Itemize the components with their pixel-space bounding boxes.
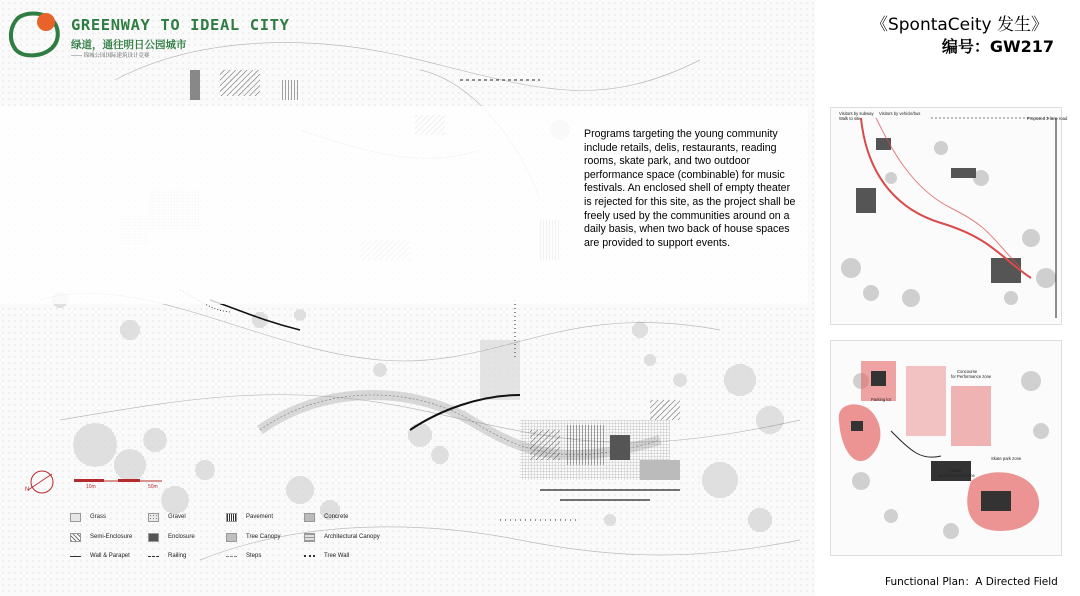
circulation-plan-thumbnail: [830, 107, 1068, 325]
legend-label: Gravel: [168, 514, 186, 520]
pavement-swatch: [226, 513, 237, 522]
scale-label-50m: 50m: [148, 484, 158, 490]
legend-label: Enclosure: [168, 534, 195, 540]
legend-label: Wall & Parapet: [90, 553, 130, 559]
north-label: N: [25, 487, 30, 493]
label-concourse: Concourse: [957, 369, 978, 374]
project-code: 编号：GW217: [941, 37, 1054, 56]
scale-label-10m: 10m: [86, 484, 96, 490]
legend-item: [148, 512, 186, 522]
legend-label: Tree Canopy: [246, 534, 281, 540]
label-performance-zone: for Performance zone: [951, 374, 992, 379]
north-arrow: [28, 471, 53, 493]
legend-label: Grass: [90, 514, 107, 520]
project-title: 《SpontaCeity 发生》: [870, 15, 1048, 35]
legend-item: [226, 532, 280, 542]
label-proposed-road: Proposed 3-lane road: [1027, 116, 1068, 121]
label-future-performances: performances zone: [939, 473, 975, 478]
label-skate-park: Skate park zone: [991, 456, 1022, 461]
legend-label: Steps: [246, 553, 262, 559]
label-visitors-vehicle: Visitors by vehicle/bus: [879, 111, 921, 116]
legend-item: [70, 551, 130, 561]
label-visitors-subway: Visitors by subway: [839, 111, 874, 116]
grass-swatch: [70, 513, 81, 522]
map-legend: [70, 512, 400, 562]
enclosure-swatch: [148, 533, 159, 542]
concrete-swatch: [304, 513, 315, 522]
tree-wall-line-swatch: [304, 555, 315, 557]
gravel-swatch: [148, 513, 159, 522]
architectural-canopy-swatch: [304, 533, 315, 542]
legend-label: Pavement: [246, 514, 274, 520]
legend-item: [70, 512, 106, 522]
tree-canopy-swatch: [226, 533, 237, 542]
legend-label: Semi-Enclosure: [90, 534, 133, 540]
legend-item: [226, 512, 273, 522]
greenway-logo-icon: [8, 10, 62, 58]
circulation-diagram: [831, 108, 1061, 324]
legend-item: [148, 551, 186, 561]
scale-bar-graphic: [74, 479, 162, 482]
zones-diagram: [831, 341, 1061, 555]
legend-label: Concrete: [324, 514, 349, 520]
railing-line-swatch: [148, 556, 159, 557]
label-walk-to-site: Walk to site: [839, 116, 861, 121]
legend-label: Tree Wall: [324, 553, 350, 559]
legend-item: [304, 551, 349, 561]
logo-subtitle: 绿道，通往明日公园城市: [71, 39, 187, 51]
legend-label: Railing: [168, 553, 187, 559]
program-description: Programs targeting the young community include retails, delis, restaurants, reading rooms, skate park, and two outdoor performance space (combinable) for music festivals. An enclosed shell of empty theater is rejected for this site, as the project shall be freely used by the communities around on a daily basis, when two back of house spaces are provided to support events.: [584, 128, 796, 249]
figure-caption: Functional Plan：A Directed Field: [885, 576, 1058, 588]
functional-zones-thumbnail: [830, 340, 1062, 556]
logo-title: GREENWAY TO IDEAL CITY: [71, 16, 290, 34]
logo-caption: —— 锦城公园国际建筑设计竞赛: [71, 53, 150, 59]
legend-item: [304, 532, 380, 542]
label-parking-lot: Parking lot: [871, 397, 891, 402]
legend-item: [226, 551, 261, 561]
legend-label: Architectural Canopy: [324, 534, 380, 540]
semi-enclosure-swatch: [70, 533, 81, 542]
legend-item: [70, 532, 132, 542]
legend-item: [148, 532, 195, 542]
legend-item: [304, 512, 348, 522]
label-future: Future: [949, 468, 962, 473]
wall-line-swatch: [70, 556, 81, 557]
steps-line-swatch: [226, 556, 237, 557]
